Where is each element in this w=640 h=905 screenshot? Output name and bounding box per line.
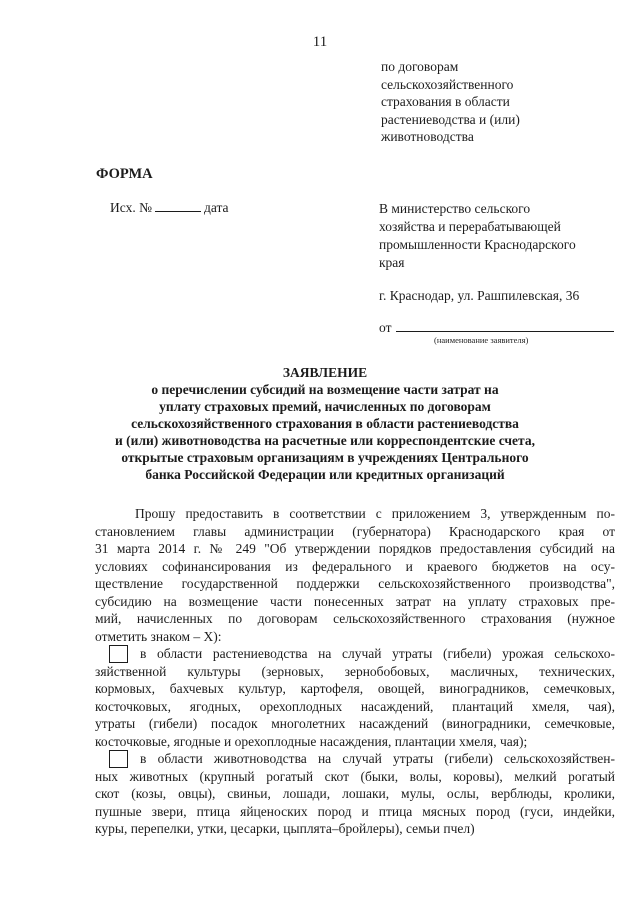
applicant-field	[379, 319, 614, 336]
outgoing-prefix: Исх. №	[110, 200, 152, 215]
outgoing-number	[110, 200, 229, 216]
body-line: скот (козы, овцы), свиньи, лошади, лошаки, мулы, ослы, верблюды, кролики,	[95, 786, 615, 801]
body-line: мий, начисленных по договорам сельскохозяйственного страхования (нужное	[95, 611, 615, 626]
header-ref-line: страхования в области	[381, 94, 510, 109]
applicant-caption: (наименование заявителя)	[434, 335, 529, 345]
title-line: и (или) животноводства на расчетные или корреспондентские счета,	[115, 433, 535, 448]
from-label: от	[379, 320, 392, 335]
statement-heading: ЗАЯВЛЕНИЕ	[282, 365, 368, 380]
header-ref-line: растениеводства и (или)	[381, 111, 520, 127]
applicant-name-blank[interactable]	[396, 319, 614, 332]
option-livestock-paragraph	[95, 750, 615, 838]
body-line: 31 марта 2014 г. № 249 "Об утверждении порядков предоставления субсидий на	[95, 541, 615, 556]
statement-title	[70, 364, 580, 483]
form-label: ФОРМА	[96, 166, 153, 182]
body-line: косточковые, ягодные и орехоплодные насаждения, плантации хмеля, чая);	[95, 733, 528, 749]
option-crops-paragraph	[95, 645, 615, 750]
recipient-line: края	[379, 255, 405, 270]
page-number: 11	[312, 34, 328, 50]
body-line: пушные звери, птица яйценоских пород и птица мясных пород (гуси, индейки,	[95, 803, 615, 819]
header-reference	[381, 58, 520, 146]
recipient-line: хозяйства и перерабатывающей	[379, 219, 561, 234]
body-line: зяйственной культуры (зерновых, зернобобовых, масличных, технических,	[95, 663, 615, 679]
title-line: сельскохозяйственного страхования в области растениеводства	[131, 416, 519, 431]
intro-paragraph	[95, 505, 615, 645]
recipient-block	[379, 200, 576, 272]
recipient-line: В министерство сельского	[379, 201, 531, 216]
body-line: ных животных (крупный рогатый скот (быки, волы, коровы), мелкий рогатый	[95, 768, 615, 784]
body-line: косточковых, ягодных, орехоплодных насаждений, плантаций хмеля, чая),	[95, 698, 615, 714]
body-line: кормовых, бахчевых культур, картофеля, овощей, виноградников, семечковых,	[95, 681, 615, 696]
body-line: становлением главы администрации (губернатора) Краснодарского края от	[95, 523, 615, 539]
header-ref-line: животноводства	[381, 129, 474, 144]
body-line: субсидию на возмещение части понесенных затрат на уплату страховых пре-	[95, 593, 615, 609]
body-line: ществление государственной поддержки сельскохозяйственного производства",	[95, 576, 615, 591]
title-line: уплату страховых премий, начисленных по договорам	[159, 399, 491, 414]
title-line: открытые страховым организациям в учреждениях Центрального	[121, 450, 529, 465]
outgoing-date-label: дата	[203, 200, 229, 215]
body-line: утраты (гибели) посадок многолетних насаждений (виноградники, семечковые,	[95, 716, 615, 731]
body-line: отметить знаком – X):	[95, 628, 222, 644]
title-line: о перечислении субсидий на возмещение части затрат на	[151, 382, 499, 397]
recipient-line: промышленности Краснодарского	[379, 237, 576, 252]
body-line: куры, перепелки, утки, цесарки, цыплята–бройлеры), семьи пчел)	[95, 821, 475, 836]
body-line: Прошу предоставить в соответствии с приложением 3, утвержденным по-	[135, 506, 615, 521]
recipient-address: г. Краснодар, ул. Рашпилевская, 36	[379, 288, 580, 303]
outgoing-number-blank[interactable]	[155, 200, 201, 212]
header-ref-line: сельскохозяйственного	[381, 76, 514, 92]
body-line: в области растениеводства на случай утраты (гибели) урожая сельскохо-	[140, 646, 615, 661]
title-line: банка Российской Федерации или кредитных организаций	[145, 467, 505, 482]
body-line: условиях софинансирования из федерального и краевого бюджетов на осу-	[95, 558, 615, 574]
header-ref-line: по договорам	[381, 59, 459, 74]
body-line: в области животноводства на случай утраты (гибели) сельскохозяйствен-	[140, 751, 615, 766]
